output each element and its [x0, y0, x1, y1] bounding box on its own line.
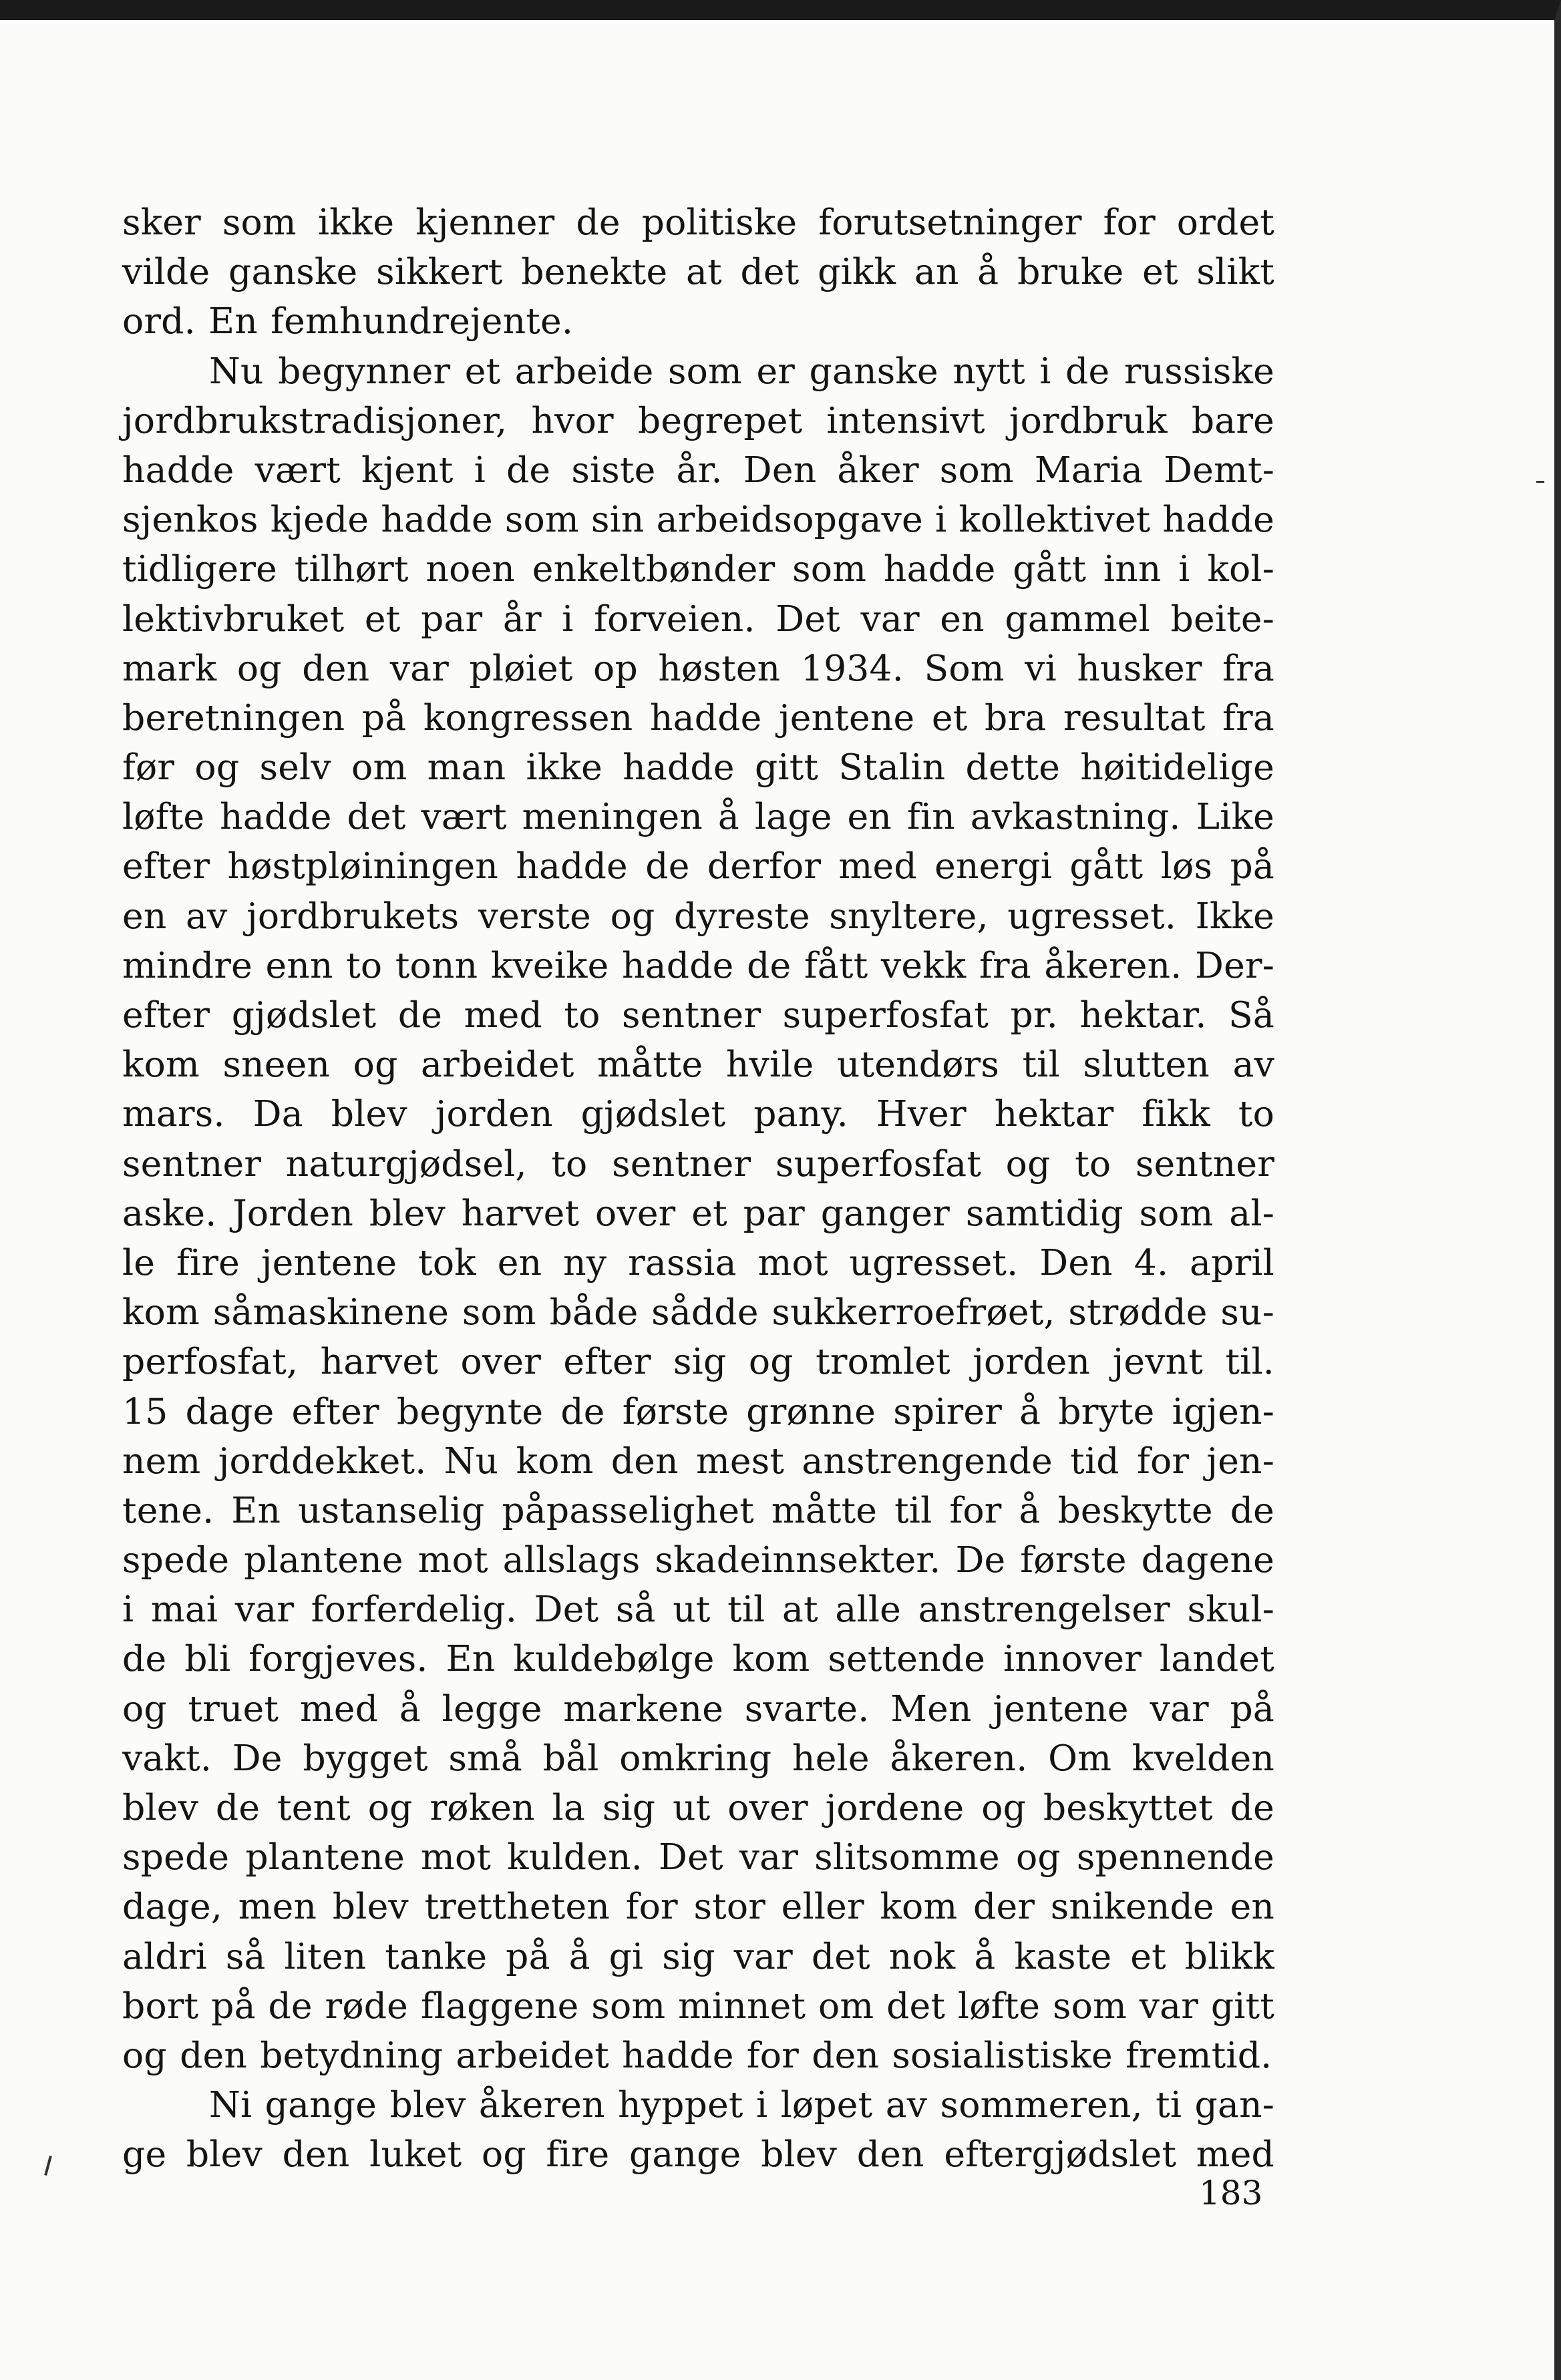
text-line: tene. En ustanselig påpasselighet måtte til for å beskytte de: [122, 1489, 1274, 1531]
text-line: spede plantene mot kulden. Det var slitsomme og spennende: [122, 1836, 1274, 1878]
text-line: og den betydning arbeidet hadde for den sosialistiske fremtid.: [122, 2033, 1272, 2076]
text-line: Nu begynner et arbeide som er ganske nytt i de russiske: [209, 349, 1274, 392]
text-line: hadde vært kjent i de siste år. Den åker som Maria Demt-: [122, 448, 1274, 491]
text-line: bort på de røde flaggene som minnet om det løfte som var gitt: [122, 1984, 1274, 2027]
text-line: dage, men blev trettheten for stor eller kom der snikende en: [122, 1885, 1274, 1928]
text-line: vakt. De bygget små bål omkring hele åkeren. Om kvelden: [122, 1736, 1274, 1779]
text-line: og truet med å legge markene svarte. Men jentene var på: [122, 1687, 1274, 1730]
page-number: 183: [1199, 2174, 1263, 2212]
text-line: mindre enn to tonn kveike hadde de fått vekk fra åkeren. Der-: [122, 944, 1274, 986]
text-line: sker som ikke kjenner de politiske forutsetninger for ordet: [122, 201, 1274, 243]
text-line: mark og den var pløiet op høsten 1934. Som vi husker fra: [122, 646, 1274, 689]
text-line: vilde ganske sikkert benekte at det gikk an å bruke et slikt: [122, 250, 1274, 293]
text-line: tidligere tilhørt noen enkeltbønder som hadde gått inn i kol-: [122, 548, 1274, 590]
text-line: lektivbruket et par år i forveien. Det var en gammel beite-: [122, 597, 1274, 640]
text-line: perfosfat, harvet over efter sig og tromlet jorden jevnt til.: [122, 1340, 1274, 1383]
text-line: nem jorddekket. Nu kom den mest anstrengende tid for jen-: [122, 1439, 1274, 1482]
text-line: aske. Jorden blev harvet over et par ganger samtidig som al-: [122, 1191, 1274, 1234]
text-line: ge blev den luket og fire gange blev den eftergjødslet med: [122, 2133, 1274, 2176]
text-line: le fire jentene tok en ny rassia mot ugresset. Den 4. april: [122, 1241, 1274, 1283]
margin-dash-mark: [1536, 481, 1544, 483]
text-line: mars. Da blev jorden gjødslet pany. Hver hektar fikk to: [122, 1093, 1274, 1135]
text-line: løfte hadde det vært meningen å lage en fin avkastning. Like: [122, 795, 1274, 838]
text-line: de bli forgjeves. En kuldebølge kom settende innover landet: [122, 1637, 1274, 1680]
text-line: sjenkos kjede hadde som sin arbeidsopgave i kollektivet hadde: [122, 498, 1274, 541]
text-line: efter høstpløiningen hadde de derfor med energi gått løs på: [122, 845, 1274, 887]
text-line: en av jordbrukets verste og dyreste snyltere, ugresset. Ikke: [122, 894, 1274, 937]
text-line: blev de tent og røken la sig ut over jordene og beskyttet de: [122, 1786, 1274, 1828]
text-line: kom sneen og arbeidet måtte hvile utendørs til slutten av: [122, 1043, 1274, 1086]
text-line: kom såmaskinene som både sådde sukkerroefrøet, strødde su-: [122, 1291, 1274, 1334]
text-line: i mai var forferdelig. Det så ut til at alle anstrengelser skul-: [122, 1588, 1274, 1631]
text-line: beretningen på kongressen hadde jentene et bra resultat fra: [122, 696, 1274, 739]
text-line: 15 dage efter begynte de første grønne spirer å bryte igjen-: [122, 1390, 1274, 1432]
text-line: Ni gange blev åkeren hyppet i løpet av sommeren, ti gan-: [209, 2084, 1274, 2126]
text-line: før og selv om man ikke hadde gitt Stalin dette høitidelige: [122, 746, 1274, 789]
text-line: sentner naturgjødsel, to sentner superfosfat og to sentner: [122, 1142, 1274, 1185]
text-line: aldri så liten tanke på å gi sig var det nok å kaste et blikk: [122, 1935, 1274, 1977]
body-text: [122, 198, 1274, 2180]
text-line: ord. En femhundrejente.: [122, 300, 574, 343]
text-line: efter gjødslet de med to sentner superfosfat pr. hektar. Så: [122, 994, 1274, 1036]
text-line: spede plantene mot allslags skadeinnsekter. De første dagene: [122, 1539, 1274, 1581]
text-line: jordbrukstradisjoner, hvor begrepet intensivt jordbruk bare: [122, 399, 1274, 441]
